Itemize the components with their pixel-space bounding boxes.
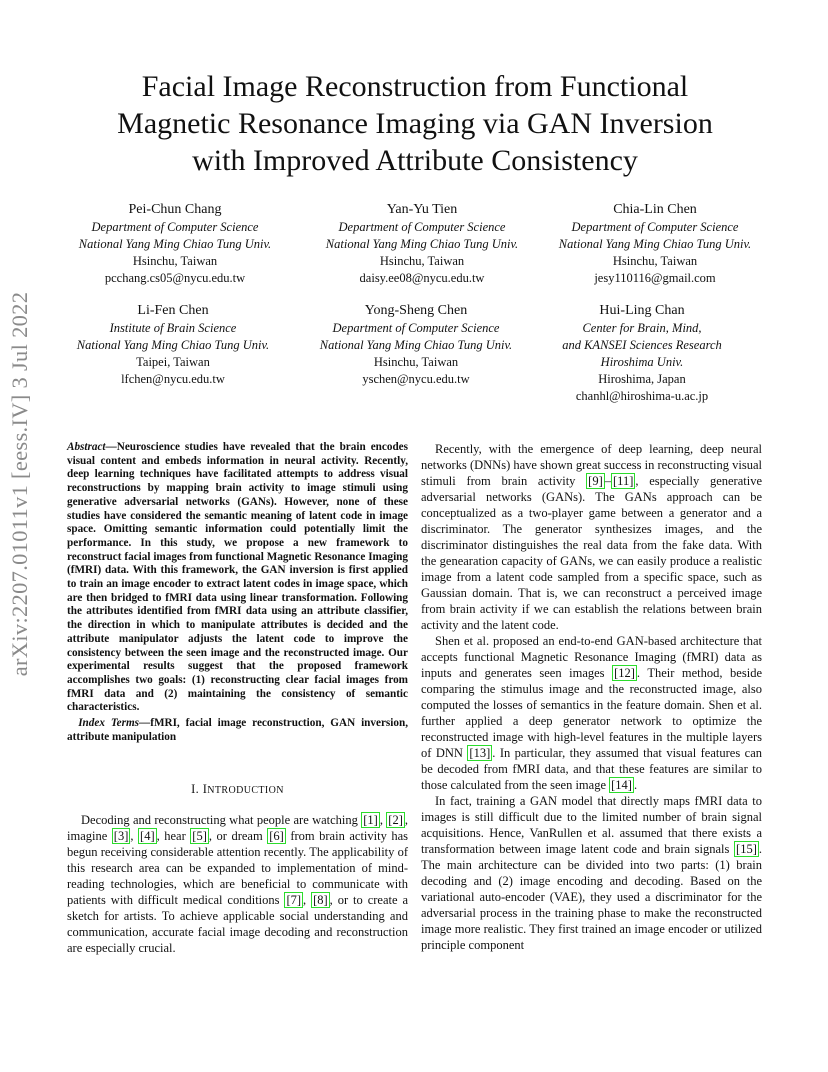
arxiv-stamp (0, 0, 40, 1072)
index-terms-paragraph (67, 717, 408, 744)
title-line: with Improved Attribute Consistency (192, 144, 638, 177)
author-center: Center for Brain, Mind, (582, 321, 702, 335)
author-department: Department of Computer Science (91, 220, 259, 234)
author-name: Yan-Yu Tien (386, 202, 458, 217)
author-university: National Yang Ming Chiao Tung Univ. (78, 237, 272, 251)
citation-link[interactable]: [14] (611, 778, 632, 792)
title-line: Magnetic Resonance Imaging via GAN Inversion (117, 107, 713, 140)
body-paragraph: In fact, training a GAN model that directly maps fMRI data to images is still difficult due to the limited number of brain signal acquisitions. Hence, VanRullen et al. assumed that there exists a transformation between image latent code and brain signals [15] . The main architecture can be divided into two parts: (1) brain decoding and (2) image encoding and decoding. Based on the variational auto-encoder (VAE), they used a discriminator for the adversarial process in the training phase to make the reconstructed image more realistic. They first trained an image encoder or utilized principle component (421, 794, 762, 952)
author-email: chanhl@hiroshima-u.ac.jp (575, 389, 709, 403)
citation-link[interactable]: [13] (469, 746, 491, 760)
author-location: Taipei, Taiwan (136, 355, 210, 369)
section-heading-introduction (67, 782, 408, 797)
author-name: Pei-Chun Chang (128, 202, 222, 217)
citation-link[interactable]: [5] (192, 829, 207, 843)
author-university: National Yang Ming Chiao Tung Univ. (558, 237, 752, 251)
abstract-paragraph (67, 441, 408, 715)
author-email: daisy.ee08@nycu.edu.tw (359, 271, 485, 285)
introduction-column (67, 812, 408, 956)
author-department: Department of Computer Science (338, 220, 506, 234)
citation-link[interactable]: [8] (313, 893, 328, 907)
author-name: Yong-Sheng Chen (364, 303, 468, 318)
citation-link[interactable]: [4] (140, 829, 155, 843)
author-university: Hiroshima Univ. (600, 355, 684, 369)
section-number: I. (191, 782, 203, 796)
citation-link[interactable]: [7] (286, 893, 302, 907)
author-location: Hiroshima, Japan (598, 372, 686, 386)
citation-link[interactable]: [15] (736, 842, 757, 856)
author-university: National Yang Ming Chiao Tung Univ. (76, 338, 270, 352)
author-location: Hsinchu, Taiwan (373, 355, 459, 369)
author-email: jesy110116@gmail.com (594, 271, 716, 285)
author-block (55, 201, 295, 287)
author-department: Department of Computer Science (571, 220, 739, 234)
body-paragraph: Decoding and reconstructing what people are watching [1] , [2] , imagine [3] , [4] , hear [5] , or dream [6] from brain activity has begun receiving considerable attention recently. The applicability of this research area can be expanded to implementation of mind-reading technologies, which are beneficial to communicate with patients with difficult medical conditions [7] , [8] , or to create a sketch for artists. To achieve applicable social understanding and communication, accurate facial image decoding and reconstruction are especially crucial. (67, 813, 409, 955)
author-center-cont: and KANSEI Sciences Research (562, 338, 722, 352)
author-university: National Yang Ming Chiao Tung Univ. (319, 338, 513, 352)
citation-link[interactable]: [1] (363, 813, 378, 827)
citation-link[interactable]: [11] (613, 474, 634, 488)
author-email: pcchang.cs05@nycu.edu.tw (104, 271, 246, 285)
author-email: yschen@nycu.edu.tw (362, 372, 470, 386)
author-block (296, 302, 536, 388)
author-location: Hsinchu, Taiwan (379, 254, 465, 268)
citation-link[interactable]: [3] (113, 829, 129, 843)
author-name: Hui-Ling Chan (599, 303, 685, 318)
arxiv-identifier: arXiv:2207.01011v1 [eess.IV] 3 Jul 2022 (7, 291, 32, 677)
citation-link[interactable]: [12] (614, 666, 635, 680)
author-department: Department of Computer Science (332, 321, 500, 335)
abstract-section (67, 441, 408, 744)
title-line: Facial Image Reconstruction from Functional (141, 70, 689, 103)
author-block (522, 302, 762, 405)
author-university: National Yang Ming Chiao Tung Univ. (325, 237, 519, 251)
author-location: Hsinchu, Taiwan (612, 254, 698, 268)
abstract-text: —Neuroscience studies have revealed that the brain encodes visual content and embeds information in neural activity. Recently, deep learning techniques have facilitated attempts to address visual reconstructions by mapping brain activity to image stimuli using generative adversarial networks (GANs). However, none of these studies have considered the semantic meaning of latent code in image space. Omitting semantic information could potentially limit the performance. In this study, we propose a new framework to reconstruct facial images from functional Magnetic Resonance Imaging (fMRI) data. With this framework, the GAN inversion is first applied to train an image encoder to extract latent codes in image space, which are then bridged to fMRI data using linear transformation. Following the attributes identified from fMRI data using an attribute classifier, the direction in which to manipulate attributes is decided and the attribute manipulator adjusts the latent code to improve the consistency between the seen image and the reconstructed image. Our experimental results suggest that the proposed framework accomplishes two goals: (1) reconstructing clear facial images from fMRI data and (2) maintaining the consistency of semantic characteristics. (67, 441, 408, 714)
abstract-label: Abstract (67, 441, 106, 453)
paper-title (40, 68, 790, 179)
section-title-rest: NTRODUCTION (207, 785, 284, 796)
index-terms-text: —fMRI, facial image reconstruction, GAN inversion, attribute manipulation (67, 717, 408, 743)
citation-link[interactable]: [9] (588, 474, 603, 488)
body-paragraph: Shen et al. proposed an end-to-end GAN-based architecture that accepts functional Magnetic Resonance Imaging (fMRI) data as inputs and generates seen images [12] . Their method, beside comparing the stimulus image and the reconstructed image, also computed the losses of semantics in the feature domain. Shen et al. further applied a deep generator network to optimize the reconstructed image with high-level features in the multiple layers of DNN [13] . In particular, they assumed that visual features can be decoded from fMRI data, and that these features are similar to those calculated from the seen image [14] . (421, 634, 762, 792)
right-column (421, 441, 762, 953)
body-paragraph: Recently, with the emergence of deep learning, deep neural networks (DNNs) have shown great success in reconstructing visual stimuli from brain activity [9] – [11] , especially generative adversarial networks (GANs). The GANs approach can be conceptualized as a two-player game between a generator and a discriminator. The generator synthesizes images, and the discriminator distinguishes the real data from the fake data. With the genearation capacity of GANs, we can easily produce a realistic image from a latent code sampled from a specific space, such as Gaussian domain. That is, we can reconstruct a perceived image from brain activity if we can establish the relations between brain activity and the latent code. (421, 442, 763, 632)
index-terms-label: Index Terms (78, 717, 140, 730)
section-title-initial: I (202, 782, 208, 796)
citation-link[interactable]: [6] (269, 829, 284, 843)
author-email: lfchen@nycu.edu.tw (121, 372, 225, 386)
author-name: Li-Fen Chen (137, 303, 209, 318)
author-location: Hsinchu, Taiwan (132, 254, 218, 268)
author-block (302, 201, 542, 287)
author-department: Institute of Brain Science (109, 321, 237, 335)
citation-link[interactable]: [2] (388, 813, 403, 827)
author-block (535, 201, 775, 287)
author-block (53, 302, 293, 388)
author-name: Chia-Lin Chen (613, 202, 697, 217)
